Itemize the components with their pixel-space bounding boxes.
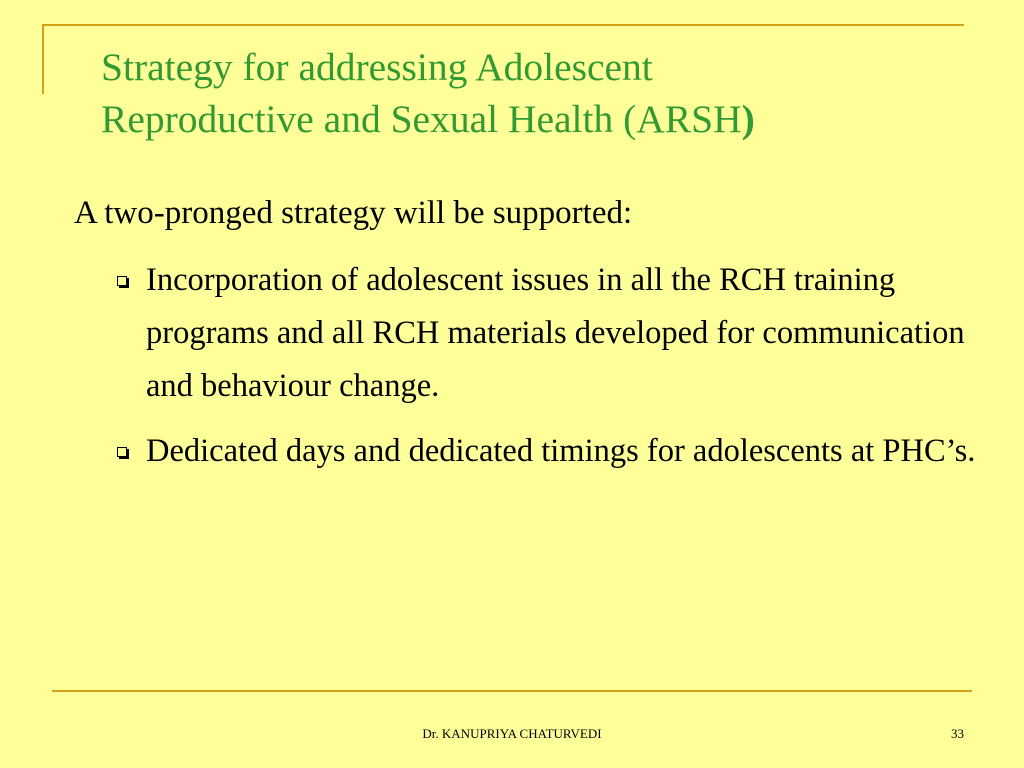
square-bullet-icon xyxy=(117,447,127,457)
top-accent-rule xyxy=(42,24,964,26)
title-line-1: Strategy for addressing Adolescent xyxy=(101,45,653,89)
slide-title xyxy=(101,41,981,145)
bottom-accent-rule xyxy=(52,690,972,692)
intro-text: A two-pronged strategy will be supported: xyxy=(74,195,633,231)
bullet-text: Dedicated days and dedicated timings for adolescents at PHC’s. xyxy=(146,433,976,469)
square-bullet-icon xyxy=(117,276,127,286)
page-number: 33 xyxy=(951,726,964,741)
bullet-item xyxy=(116,425,976,478)
bullet-text: Incorporation of adolescent issues in all the RCH training programs and all RCH materials developed for communication and behaviour change. xyxy=(146,262,965,404)
title-closing-paren: ) xyxy=(741,97,755,141)
left-accent-rule xyxy=(42,24,44,94)
footer-author: Dr. KANUPRIYA CHATURVEDI xyxy=(422,726,602,741)
bullet-list xyxy=(116,254,976,490)
bullet-item xyxy=(116,254,976,413)
title-line-2: Reproductive and Sexual Health (ARSH xyxy=(101,97,742,141)
